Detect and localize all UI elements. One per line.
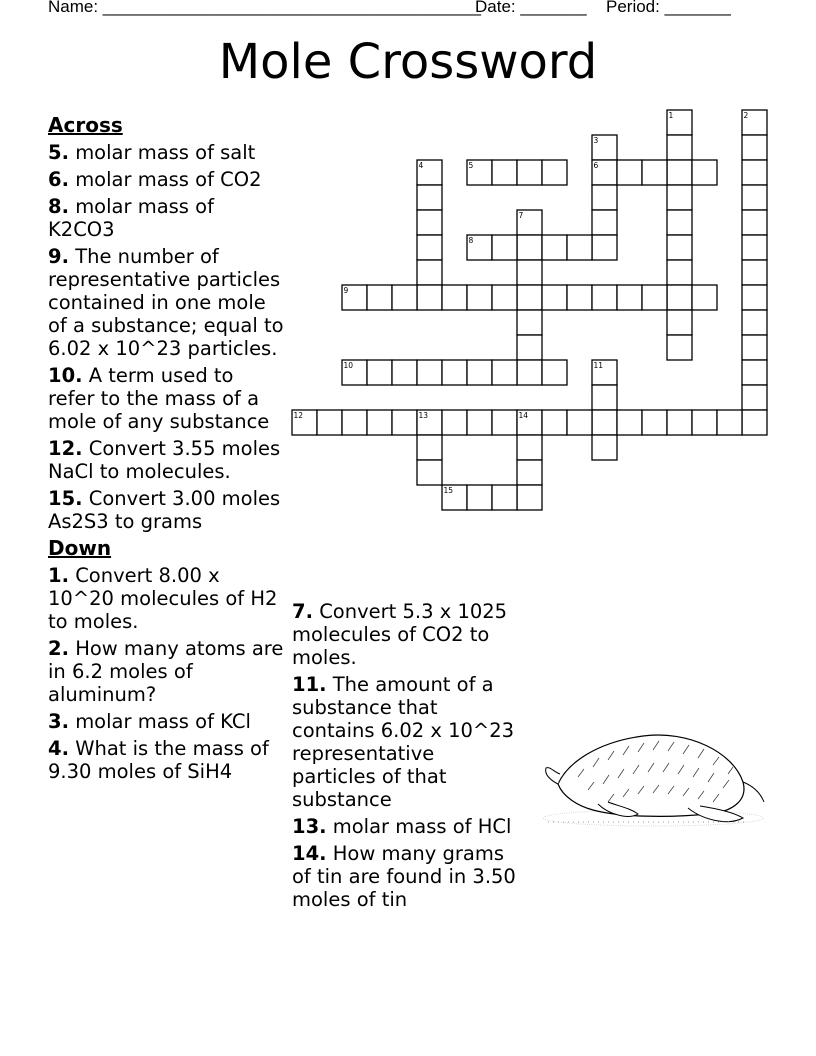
clue-number: 5. xyxy=(48,141,69,164)
grid-cell[interactable] xyxy=(692,285,717,310)
down-clue-list-continued xyxy=(292,600,522,911)
grid-cell[interactable] xyxy=(742,285,767,310)
clue-item xyxy=(48,737,284,783)
grid-cell[interactable] xyxy=(367,285,392,310)
clue-text: Convert 8.00 x 10^20 molecules of H2 to moles. xyxy=(48,564,278,633)
grid-cell[interactable] xyxy=(342,410,367,435)
clue-item xyxy=(48,710,284,733)
grid-cell[interactable] xyxy=(742,410,767,435)
clue-text: molar mass of salt xyxy=(75,141,256,164)
grid-cell[interactable] xyxy=(667,135,692,160)
grid-cell[interactable] xyxy=(667,160,692,185)
grid-cell[interactable] xyxy=(742,185,767,210)
grid-cell[interactable] xyxy=(617,285,642,310)
clue-text: The number of representative particles contained in one mole of a substance; equal to 6.02 x 10^23 particles. xyxy=(48,245,284,360)
grid-cell[interactable] xyxy=(742,235,767,260)
grid-cell[interactable] xyxy=(392,285,417,310)
grid-cell[interactable] xyxy=(592,185,617,210)
grid-cell[interactable] xyxy=(492,160,517,185)
grid-cell[interactable] xyxy=(592,210,617,235)
grid-cell[interactable] xyxy=(492,235,517,260)
mole-illustration xyxy=(538,722,768,837)
grid-cell[interactable] xyxy=(717,410,742,435)
cell-number: 1 xyxy=(668,111,674,120)
cell-number: 15 xyxy=(443,486,454,495)
grid-cell[interactable] xyxy=(642,410,667,435)
clue-number: 3. xyxy=(48,710,69,733)
clue-number: 15. xyxy=(48,487,83,510)
cell-number: 6 xyxy=(593,161,599,170)
clue-text: How many grams of tin are found in 3.50 moles of tin xyxy=(292,842,516,911)
grid-cell[interactable] xyxy=(417,185,442,210)
down-clue-list xyxy=(48,564,284,783)
grid-cell[interactable] xyxy=(567,235,592,260)
grid-cell[interactable] xyxy=(417,435,442,460)
clue-text: Convert 3.00 moles As2S3 to grams xyxy=(48,487,281,533)
grid-cell[interactable] xyxy=(742,385,767,410)
grid-cell[interactable] xyxy=(467,485,492,510)
clue-number: 9. xyxy=(48,245,69,268)
clue-text: molar mass of CO2 xyxy=(75,168,262,191)
clue-item xyxy=(292,842,522,911)
grid-cell[interactable] xyxy=(467,285,492,310)
cell-number: 13 xyxy=(418,411,429,420)
grid-cell[interactable] xyxy=(667,285,692,310)
clue-item xyxy=(48,564,284,633)
clue-text: A term used to refer to the mass of a mole of any substance xyxy=(48,364,270,433)
cell-number: 8 xyxy=(468,236,474,245)
grid-cell[interactable] xyxy=(417,260,442,285)
grid-cell[interactable] xyxy=(392,360,417,385)
grid-cell[interactable] xyxy=(542,360,567,385)
cell-number: 3 xyxy=(593,136,599,145)
grid-cell[interactable] xyxy=(667,210,692,235)
cell-number: 5 xyxy=(468,161,474,170)
grid-cell[interactable] xyxy=(367,410,392,435)
clue-item xyxy=(48,637,284,706)
grid-cell[interactable] xyxy=(492,485,517,510)
cell-number: 11 xyxy=(593,361,604,370)
grid-cell[interactable] xyxy=(542,285,567,310)
grid-cell[interactable] xyxy=(592,385,617,410)
grid-cell[interactable] xyxy=(517,485,542,510)
clue-number: 14. xyxy=(292,842,327,865)
clue-number: 4. xyxy=(48,737,69,760)
clue-item xyxy=(292,600,522,669)
grid-cell[interactable] xyxy=(667,335,692,360)
grid-cell[interactable] xyxy=(667,410,692,435)
grid-cell[interactable] xyxy=(467,410,492,435)
grid-cell[interactable] xyxy=(542,235,567,260)
grid-cell[interactable] xyxy=(642,160,667,185)
cell-number: 12 xyxy=(293,411,304,420)
grid-cell[interactable] xyxy=(517,335,542,360)
grid-cell[interactable] xyxy=(417,360,442,385)
clue-number: 12. xyxy=(48,437,83,460)
grid-cell[interactable] xyxy=(417,210,442,235)
grid-cell[interactable] xyxy=(417,235,442,260)
clue-text: Convert 3.55 moles NaCl to molecules. xyxy=(48,437,281,483)
clue-number: 11. xyxy=(292,673,327,696)
clue-text: What is the mass of 9.30 moles of SiH4 xyxy=(48,737,269,783)
grid-cell[interactable] xyxy=(742,360,767,385)
clue-number: 7. xyxy=(292,600,313,623)
grid-cell[interactable] xyxy=(567,285,592,310)
clue-text: molar mass of HCl xyxy=(332,815,512,838)
grid-cell[interactable] xyxy=(617,160,642,185)
grid-cell[interactable] xyxy=(592,410,617,435)
clue-number: 10. xyxy=(48,364,83,387)
clue-number: 8. xyxy=(48,195,69,218)
grid-cell[interactable] xyxy=(592,435,617,460)
cell-number: 9 xyxy=(343,286,349,295)
grid-cell[interactable] xyxy=(692,160,717,185)
grid-cell[interactable] xyxy=(492,285,517,310)
grid-cell[interactable] xyxy=(442,285,467,310)
grid-cell[interactable] xyxy=(517,285,542,310)
page-title: Mole Crossword xyxy=(218,34,598,90)
grid-cell[interactable] xyxy=(317,410,342,435)
grid-cell[interactable] xyxy=(742,160,767,185)
grid-cell[interactable] xyxy=(492,360,517,385)
grid-cell[interactable] xyxy=(667,185,692,210)
period-field-label: Period: _______ xyxy=(606,0,731,16)
grid-cell[interactable] xyxy=(667,260,692,285)
grid-cell[interactable] xyxy=(367,360,392,385)
grid-cell[interactable] xyxy=(542,410,567,435)
grid-cell[interactable] xyxy=(592,235,617,260)
clue-number: 1. xyxy=(48,564,69,587)
clue-text: Convert 5.3 x 1025 molecules of CO2 to moles. xyxy=(292,600,508,669)
clue-text: The amount of a substance that contains 6.02 x 10^23 representative particles of that substance xyxy=(292,673,515,811)
grid-cell[interactable] xyxy=(392,410,417,435)
grid-cell[interactable] xyxy=(517,160,542,185)
clue-item xyxy=(292,673,522,811)
cell-number: 10 xyxy=(343,361,354,370)
grid-cell[interactable] xyxy=(667,235,692,260)
clue-text: molar mass of K2CO3 xyxy=(48,195,214,241)
grid-cell[interactable] xyxy=(592,285,617,310)
grid-cell[interactable] xyxy=(442,360,467,385)
grid-cell[interactable] xyxy=(642,285,667,310)
grid-cell[interactable] xyxy=(742,335,767,360)
grid-cell[interactable] xyxy=(667,310,692,335)
grid-cell[interactable] xyxy=(492,410,517,435)
grid-cell[interactable] xyxy=(517,260,542,285)
clue-number: 13. xyxy=(292,815,327,838)
clue-number: 6. xyxy=(48,168,69,191)
down-heading: Down xyxy=(48,536,112,560)
grid-cell[interactable] xyxy=(542,160,567,185)
grid-cell[interactable] xyxy=(517,435,542,460)
date-field-label: Date: _______ xyxy=(475,0,587,16)
clue-text: molar mass of KCl xyxy=(75,710,251,733)
name-field-label: Name: ________________________________________ xyxy=(48,0,481,16)
clue-number: 2. xyxy=(48,637,69,660)
cell-number: 14 xyxy=(518,411,529,420)
clue-item xyxy=(292,815,522,838)
grid-cell[interactable] xyxy=(517,235,542,260)
grid-cell[interactable] xyxy=(417,460,442,485)
grid-cell[interactable] xyxy=(417,285,442,310)
grid-cell[interactable] xyxy=(742,310,767,335)
grid-cell[interactable] xyxy=(742,210,767,235)
grid-cell[interactable] xyxy=(742,260,767,285)
grid-cell[interactable] xyxy=(467,360,492,385)
cell-number: 7 xyxy=(518,211,524,220)
grid-cell[interactable] xyxy=(617,410,642,435)
across-heading: Across xyxy=(48,113,123,137)
grid-cell[interactable] xyxy=(517,310,542,335)
clues-right-column xyxy=(292,600,522,915)
grid-cell[interactable] xyxy=(517,460,542,485)
grid-cell[interactable] xyxy=(442,410,467,435)
cell-number: 4 xyxy=(418,161,424,170)
grid-cell[interactable] xyxy=(567,410,592,435)
grid-cell[interactable] xyxy=(692,410,717,435)
grid-cell[interactable] xyxy=(742,135,767,160)
grid-cell[interactable] xyxy=(517,360,542,385)
clue-text: How many atoms are in 6.2 moles of aluminum? xyxy=(48,637,284,706)
cell-number: 2 xyxy=(743,111,749,120)
